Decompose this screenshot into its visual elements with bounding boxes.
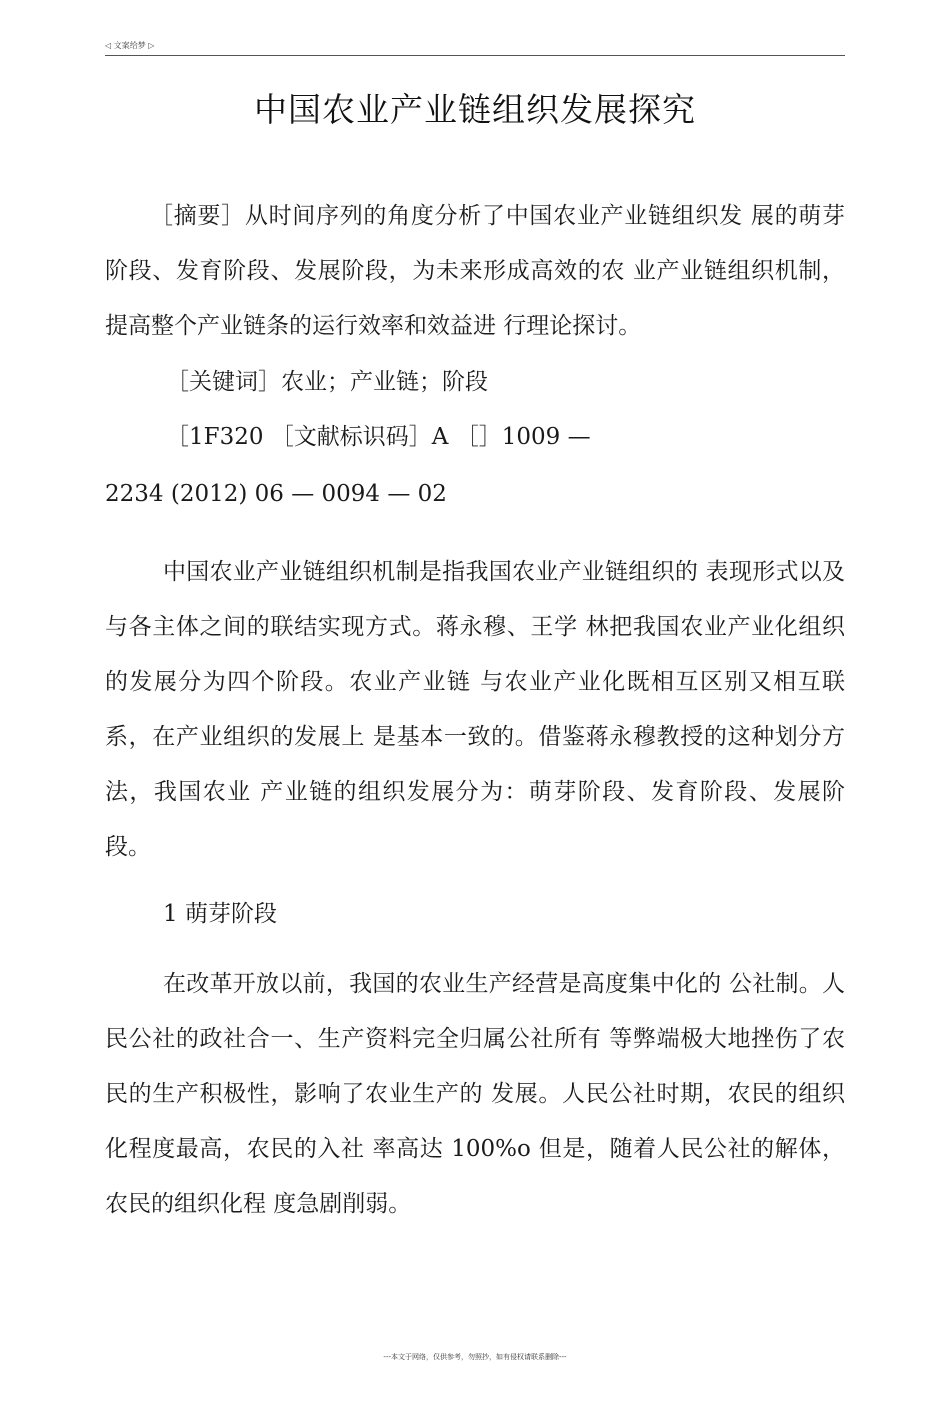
body-paragraph: 中国农业产业链组织机制是指我国农业产业链组织的 表现形式以及与各主体之间的联结实现方式。蒋永穆、王学 林把我国农业产业化组织的发展分为四个阶段。农业产业链 与农业产业化既相互区别又相互联系，在产业组织的发展上 是基本一致的。借鉴蒋永穆教授的这种划分方法，我国农业 产业链的组织发展分为：萌芽阶段、发育阶段、发展阶段。 (105, 559, 845, 860)
abstract-paragraph: ［摘要］从时间序列的角度分析了中国农业产业链组织发 展的萌芽阶段、发育阶段、发展阶段，为未来形成高效的农 业产业链组织机制，提高整个产业链条的运行效率和效益进 行理论探讨。 (105, 203, 845, 339)
header-divider (105, 55, 845, 56)
header-label: 文案给梦 (113, 41, 146, 50)
document-title: 中国农业产业链组织发展探究 (254, 90, 696, 129)
page-footer: ---本文于网络，仅供参考，勿照抄，如有侵权请联系删除--- (383, 1353, 567, 1361)
keywords-line: ［关键词］农业；产业链；阶段 (166, 369, 488, 395)
classification-line: ［1F320 ［文献标识码］A ［］1009 — (166, 424, 591, 450)
left-triangle-icon: ◁ (105, 41, 112, 50)
body-paragraph: 在改革开放以前，我国的农业生产经营是高度集中化的 公社制。人民公社的政社合一、生产资料完全归属公社所有 等弊端极大地挫伤了农民的生产积极性，影响了农业生产的 发展。人民公社时期，农民的组织化程度最高，农民的入社 率高达 100%o 但是，随着人民公社的解体，农民的组织化程 度急剧削弱。 (105, 971, 845, 1217)
right-triangle-icon: ▷ (148, 41, 155, 50)
page-header (105, 40, 845, 54)
section-heading: 1 萌芽阶段 (163, 901, 277, 927)
document-number-line: 2234 (2012) 06 — 0094 — 02 (105, 481, 447, 507)
